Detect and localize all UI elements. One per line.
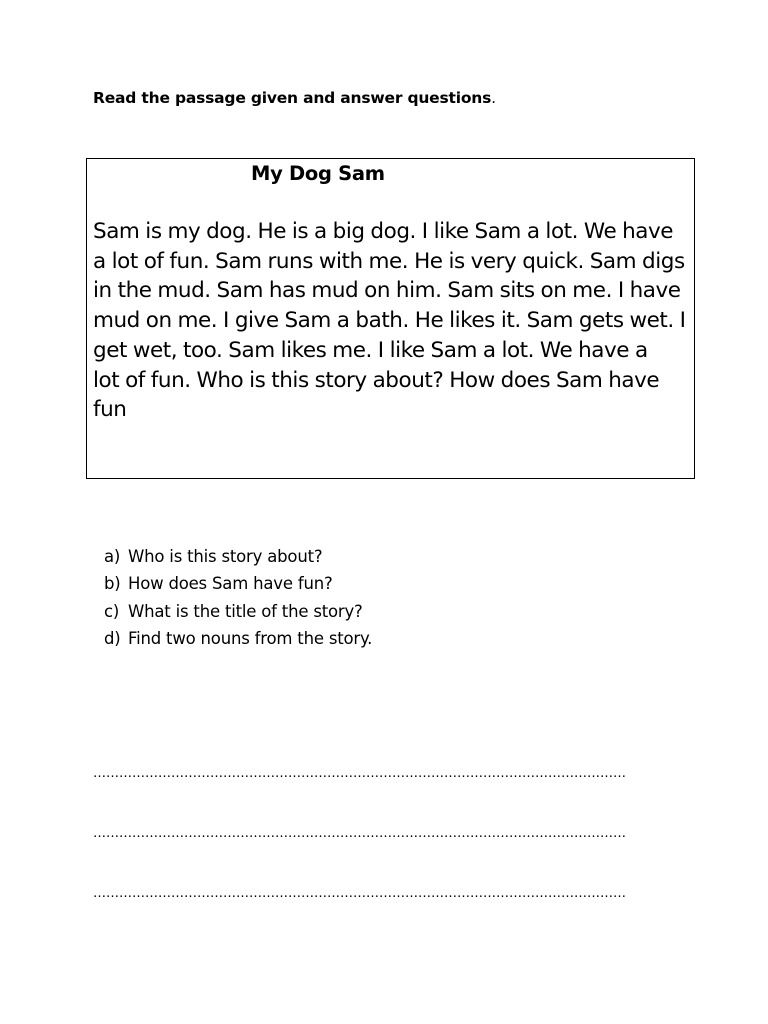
question-text: What is the title of the story?: [128, 601, 363, 621]
passage-line: lot of fun. Who is this story about? How does Sam have: [93, 367, 660, 393]
passage-title: My Dog Sam: [251, 162, 385, 185]
question-list: [104, 543, 372, 653]
answer-line: ……………………………………………………………………………………………………………: [93, 766, 626, 781]
question-item: [104, 570, 372, 597]
passage-box: [86, 158, 695, 479]
passage-line: mud on me. I give Sam a bath. He likes it. Sam gets wet. I: [93, 308, 686, 334]
question-marker: d): [104, 629, 121, 649]
question-item: [104, 543, 372, 570]
passage-line: a lot of fun. Sam runs with me. He is very quick. Sam digs: [93, 248, 685, 274]
passage-body: [93, 217, 693, 425]
instruction-heading: [93, 89, 496, 107]
answer-line: ……………………………………………………………………………………………………………: [93, 886, 626, 901]
passage-line: get wet, too. Sam likes me. I like Sam a lot. We have a: [93, 337, 648, 363]
question-marker: b): [104, 574, 121, 594]
question-text: Find two nouns from the story.: [128, 629, 373, 649]
passage-line: in the mud. Sam has mud on him. Sam sits on me. I have: [93, 278, 681, 304]
question-text: How does Sam have fun?: [128, 574, 333, 594]
question-item: [104, 625, 372, 652]
question-marker: a): [104, 547, 121, 566]
passage-line: fun: [93, 397, 127, 423]
question-text: Who is this story about?: [128, 547, 323, 566]
instruction-text: Read the passage given and answer questions: [93, 89, 492, 107]
passage-line: Sam is my dog. He is a big dog. I like Sam a lot. We have: [93, 219, 674, 244]
answer-line: ……………………………………………………………………………………………………………: [93, 826, 626, 841]
question-item: [104, 598, 372, 625]
question-marker: c): [104, 601, 120, 621]
instruction-period: .: [491, 89, 496, 107]
